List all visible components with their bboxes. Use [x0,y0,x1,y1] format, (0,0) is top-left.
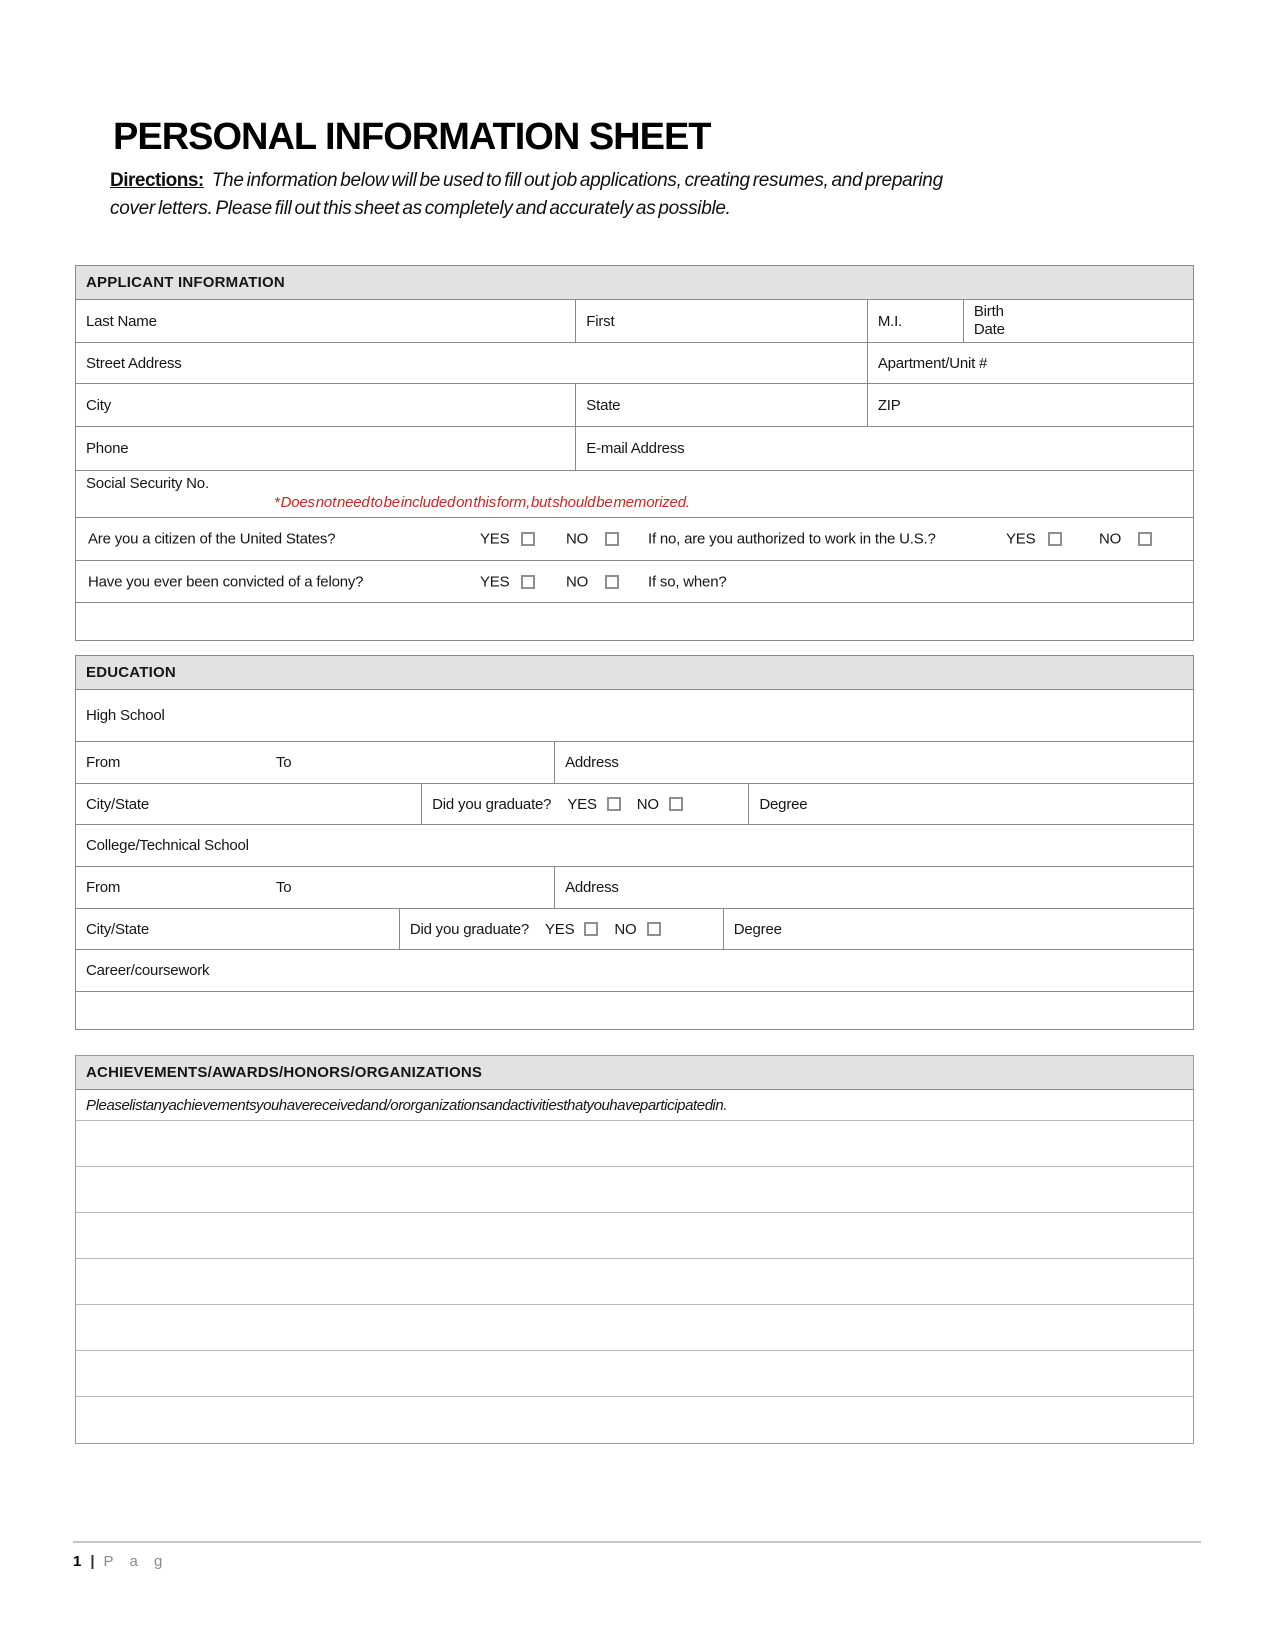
if-so-when-field[interactable] [756,569,1183,594]
hs-address-label: Address [565,754,619,771]
footer-page-label: P a g [103,1553,169,1570]
college-dates-address-row [76,867,1193,909]
email-field[interactable] [575,427,1193,470]
education-section-header [76,656,1193,690]
felony-yes-checkbox[interactable] [521,575,535,589]
felony-no-label: NO [566,573,589,590]
state-field[interactable] [575,384,867,426]
education-section-header-label: EDUCATION [86,664,176,681]
college-from-label: From [86,879,121,896]
citizen-no-checkbox[interactable] [605,532,619,546]
citizen-yes-checkbox[interactable] [521,532,535,546]
high-school-label: High School [86,707,165,724]
high-school-field[interactable] [76,690,1193,741]
birth-date-label: Birth Date [973,303,1005,338]
achievements-empty-row[interactable] [76,1167,1193,1213]
education-table [75,655,1194,1030]
college-row [76,825,1193,867]
email-label: E-mail Address [586,440,685,457]
hs-from-label: From [86,754,121,771]
authorized-yes-checkbox[interactable] [1048,532,1062,546]
ssn-label: Social Security No. [86,475,209,492]
hs-graduate-yes-checkbox[interactable] [607,797,621,811]
college-address-label: Address [565,879,619,896]
achievements-section-header-label: ACHIEVEMENTS/AWARDS/HONORS/ORGANIZATIONS [86,1064,483,1081]
phone-field[interactable] [76,427,575,470]
felony-no-checkbox[interactable] [605,575,619,589]
authorized-no-label: NO [1099,530,1122,548]
college-degree-label: Degree [733,920,782,938]
hs-graduate-row [76,784,1193,825]
career-coursework-label: Career/coursework [86,962,210,979]
college-from-to-field[interactable] [76,867,554,908]
hs-dates-address-row [76,742,1193,784]
achievements-instruction-row [76,1090,1193,1121]
middle-initial-label: M.I. [877,312,903,330]
achievements-empty-row[interactable] [76,1121,1193,1167]
achievements-empty-row[interactable] [76,1305,1193,1351]
last-name-label: Last Name [86,312,157,330]
hs-to-label: To [276,754,292,771]
achievements-empty-rows [76,1121,1193,1443]
achievements-empty-row[interactable] [76,1213,1193,1259]
directions-label: Directions: [110,170,204,191]
zip-label: ZIP [877,396,901,414]
directions-text: The information below will be used to fill out job applications, creating resumes, and preparing cover letters. Please fill out this sheet as completely and accurately as possible. [110,170,943,219]
hs-graduate-no-label: NO [636,795,659,813]
achievements-instruction-text: Please list any achievements you have received and/or organizations and activities that you have participated in. [86,1096,728,1114]
zip-field[interactable] [867,384,1193,426]
footer-divider [73,1541,1201,1543]
achievements-empty-row[interactable] [76,1351,1193,1397]
name-row [76,300,1193,343]
hs-address-field[interactable] [554,742,1193,783]
college-city-state-field[interactable] [76,909,399,949]
college-graduate-no-label: NO [614,920,637,938]
college-label: College/Technical School [86,837,249,854]
directions-paragraph [110,167,970,223]
college-degree-field[interactable] [723,909,1193,949]
education-empty-row[interactable] [76,992,1193,1029]
applicant-section-header [76,266,1193,300]
applicant-section-header-label: APPLICANT INFORMATION [86,274,285,291]
citizen-yes-label: YES [480,530,510,548]
hs-degree-label: Degree [759,795,808,813]
authorized-no-checkbox[interactable] [1138,532,1152,546]
hs-graduate-question-label: Did you graduate? [432,795,552,813]
apartment-unit-label: Apartment/Unit # [877,354,988,372]
authorized-yes-label: YES [1006,530,1036,548]
achievements-section-header [76,1056,1193,1090]
college-graduate-question-label: Did you graduate? [409,920,529,938]
felony-row [76,561,1193,603]
page-title: PERSONAL INFORMATION SHEET [113,116,711,158]
first-name-field[interactable] [575,300,867,342]
city-state-zip-row [76,384,1193,427]
ssn-note: * Does not need to be included on this form, but should be memorized. [274,494,690,511]
college-graduate-yes-label: YES [545,920,575,938]
birth-date-field[interactable] [963,300,1193,342]
citizen-question-label: Are you a citizen of the United States? [88,530,336,548]
city-label: City [86,396,112,414]
hs-from-to-field[interactable] [76,742,554,783]
citizenship-row [76,518,1193,561]
hs-degree-field[interactable] [748,784,1193,824]
citizen-no-label: NO [566,530,589,548]
college-graduate-no-checkbox[interactable] [647,922,661,936]
hs-city-state-label: City/State [86,795,150,813]
college-graduate-row [76,909,1193,950]
college-graduate-yes-checkbox[interactable] [584,922,598,936]
achievements-empty-row[interactable] [76,1397,1193,1443]
felony-yes-label: YES [480,573,510,590]
authorized-question-label: If no, are you authorized to work in the U.S.? [648,530,936,548]
achievements-empty-row[interactable] [76,1259,1193,1305]
hs-graduate-no-checkbox[interactable] [669,797,683,811]
felony-question-label: Have you ever been convicted of a felony? [88,573,364,590]
if-so-when-label: If so, when? [648,573,727,590]
footer-page-number: 1 [73,1553,82,1570]
page-footer [73,1553,168,1570]
applicant-empty-row[interactable] [76,603,1193,640]
street-address-label: Street Address [86,354,182,372]
college-graduate-field [399,909,723,949]
street-address-field[interactable] [76,343,867,383]
hs-city-state-field[interactable] [76,784,421,824]
college-city-state-label: City/State [86,920,150,938]
applicant-information-table [75,265,1194,641]
address-row [76,343,1193,384]
college-address-field[interactable] [554,867,1193,908]
last-name-field[interactable] [76,300,575,342]
phone-label: Phone [86,440,129,457]
ssn-field[interactable] [76,471,1193,518]
hs-graduate-yes-label: YES [567,795,597,813]
phone-email-row [76,427,1193,471]
apartment-unit-field[interactable] [867,343,1193,383]
middle-initial-field[interactable] [867,300,963,342]
footer-separator: | [90,1553,95,1570]
career-coursework-field[interactable] [76,950,1193,991]
state-label: State [586,396,621,414]
achievements-table [75,1055,1194,1444]
first-name-label: First [586,312,615,330]
hs-graduate-field [421,784,748,824]
college-to-label: To [276,879,292,896]
career-coursework-row [76,950,1193,992]
college-field[interactable] [76,825,1193,866]
city-field[interactable] [76,384,575,426]
high-school-row [76,690,1193,742]
